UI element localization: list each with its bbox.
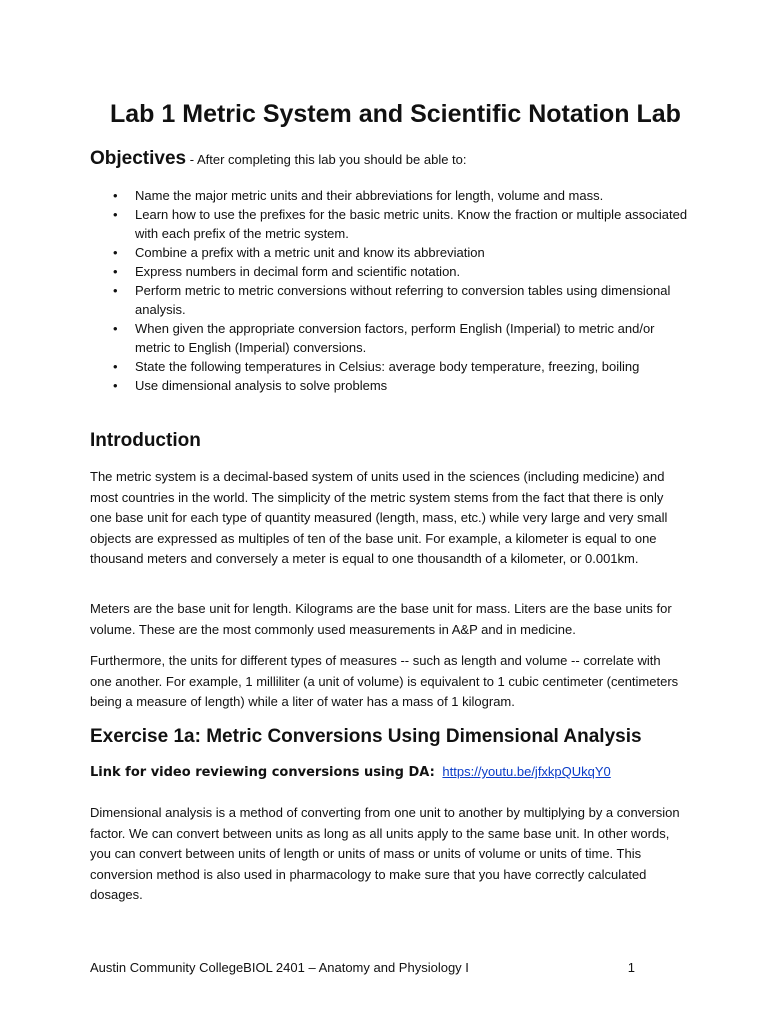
objectives-heading: Objectives: [90, 148, 187, 169]
objectives-list: [90, 186, 690, 395]
bullet-icon: •: [113, 283, 118, 298]
video-link-line: [90, 764, 611, 780]
exercise-paragraph: Dimensional analysis is a method of converting from one unit to another by multiplying by a conversion factor. We can convert between units as long as all units apply to the same base unit. In other words, you can convert between units of length or units of mass or units of volume or units of time. This conversion method is also used in pharmacology to make sure that you have correctly calculated dosages.: [90, 805, 680, 902]
bullet-icon: •: [113, 188, 118, 203]
list-item: • Perform metric to metric conversions without referring to conversion tables using dimensional analysis.: [113, 283, 671, 317]
bullet-icon: •: [113, 245, 118, 260]
page-number: 1: [627, 960, 635, 975]
list-item: • Use dimensional analysis to solve problems: [113, 378, 388, 393]
bullet-icon: •: [113, 321, 118, 336]
list-item: • Combine a prefix with a metric unit and know its abbreviation: [113, 245, 485, 260]
video-link-label: Link for video reviewing conversions using DA:: [90, 765, 435, 780]
bullet-icon: •: [113, 264, 118, 279]
bullet-icon: •: [113, 207, 118, 222]
video-link[interactable]: https://youtu.be/jfxkpQUkqY0: [442, 764, 611, 779]
list-item: • State the following temperatures in Celsius: average body temperature, freezing, boiling: [113, 359, 640, 374]
exercise-heading: Exercise 1a: Metric Conversions Using Dimensional Analysis: [90, 726, 642, 747]
footer-text: Austin Community CollegeBIOL 2401 – Anatomy and Physiology I: [90, 960, 469, 975]
intro-paragraph-3: Furthermore, the units for different types of measures -- such as length and volume -- correlate with one another. For example, 1 milliliter (a unit of volume) is equivalent to 1 cubic centimeter (centimeters being a measure of length) while a liter of water has a mass of 1 kilogram.: [90, 653, 679, 709]
page-footer: [90, 960, 635, 975]
objectives-heading-line: [90, 148, 467, 170]
page-title: Lab 1 Metric System and Scientific Notation Lab: [110, 100, 681, 128]
bullet-icon: •: [113, 378, 118, 393]
bullet-icon: •: [113, 359, 118, 374]
list-item: • Learn how to use the prefixes for the basic metric units. Know the fraction or multiple associated with each prefix of the metric system.: [113, 207, 688, 241]
list-item: • Express numbers in decimal form and scientific notation.: [113, 264, 461, 279]
objectives-subtitle: - After completing this lab you should be able to:: [186, 152, 467, 167]
intro-paragraph-1: The metric system is a decimal-based system of units used in the sciences (including medicine) and most countries in the world. The simplicity of the metric system stems from the fact that there is only one base unit for each type of quantity measured (length, mass, etc.) while very large and very small objects are expressed as multiples of ten of the base unit. For example, a kilometer is equal to one thousand meters and conversely a meter is equal to one thousandth of a kilometer, or 0.001km.: [90, 469, 668, 566]
intro-paragraph-2: Meters are the base unit for length. Kilograms are the base unit for mass. Liters are the base units for volume. These are the most commonly used measurements in A&P and in medicine.: [90, 601, 672, 637]
list-item: • When given the appropriate conversion factors, perform English (Imperial) to metric and/or metric to English (Imperial) conversions.: [113, 321, 655, 355]
list-item: • Name the major metric units and their abbreviations for length, volume and mass.: [113, 188, 604, 203]
introduction-heading: Introduction: [90, 430, 201, 451]
